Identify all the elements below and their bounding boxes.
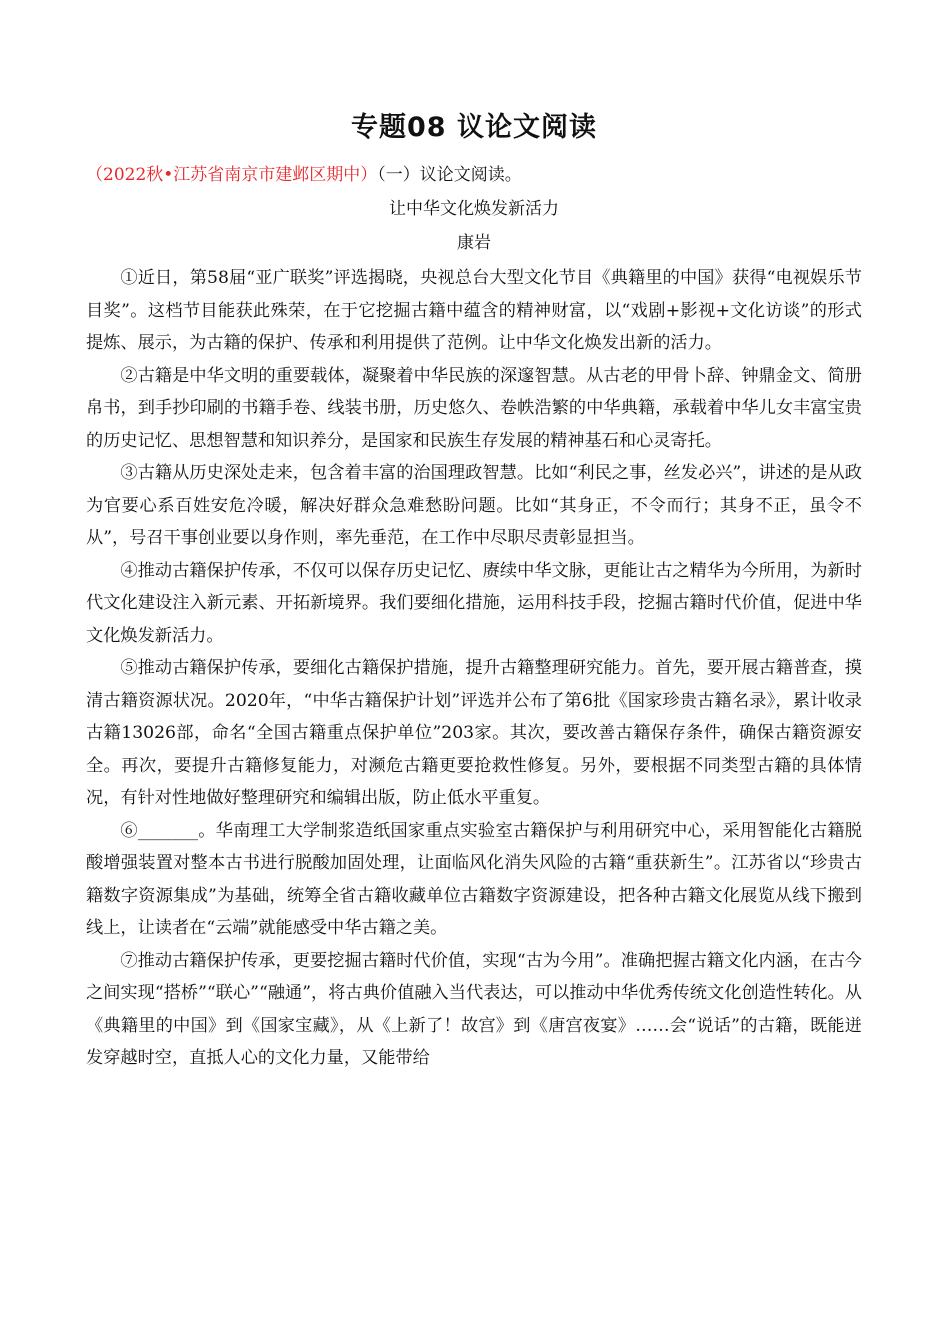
paragraph-7: ⑦推动古籍保护传承，更要挖掘古籍时代价值，实现“古为今用”。准确把握古籍文化内涵，在古今之间实现“搭桥”“联心”“融通”，将古典价值融入当代表达，可以推动中华优秀传统文化创造性转化。从《典籍里的中国》到《国家宝藏》，从《上新了！故宫》到《唐宫夜宴》……会“说话”的古籍，既能迸发穿越时空，直抵人心的文化力量，又能带给	[86, 950, 862, 1068]
page-title: 专题08 议论文阅读	[351, 112, 597, 143]
paragraph-6: ⑥_______。华南理工大学制浆造纸国家重点实验室古籍保护与利用研究中心，采用智能化古籍脱酸增强装置对整本古书进行脱酸加固处理，让面临风化消失风险的古籍“重获新生”。江苏省以“珍贵古籍数字资源集成”为基础，统筹全省古籍收藏单位古籍数字资源建设，把各种古籍文化展览从线下搬到线上，让读者在“云端”就能感受中华古籍之美。	[86, 820, 862, 938]
paragraph-1: ①近日，第58届“亚广联奖”评选揭晓，央视总台大型文化节目《典籍里的中国》获得“电视娱乐节目奖”。这档节目能获此殊荣，在于它挖掘古籍中蕴含的精神财富，以“戏剧+影视+文化访谈”的形式提炼、展示，为古籍的保护、传承和利用提供了范例。让中华文化焕发出新的活力。	[86, 268, 862, 353]
section-label: （一）议论文阅读。	[377, 165, 522, 185]
question-source-line	[86, 162, 862, 188]
article-author: 康岩	[457, 233, 491, 253]
article-body	[86, 262, 862, 1075]
article-title: 让中华文化焕发新活力	[389, 199, 559, 219]
paragraph-3: ③古籍从历史深处走来，包含着丰富的治国理政智慧。比如“利民之事，丝发必兴”，讲述的是从政为官要心系百姓安危冷暖，解决好群众急难愁盼问题。比如“其身正，不令而行；其身不正，虽令不从”，号召干事创业要以身作则，率先垂范，在工作中尽职尽责彰显担当。	[86, 463, 862, 548]
paragraph-2: ②古籍是中华文明的重要载体，凝聚着中华民族的深邃智慧。从古老的甲骨卜辞、钟鼎金文、简册帛书，到手抄印刷的书籍手卷、线装书册，历史悠久、卷帙浩繁的中华典籍，承载着中华儿女丰富宝贵的历史记忆、思想智慧和知识养分，是国家和民族生存发展的精神基石和心灵寄托。	[86, 365, 862, 451]
exam-source: （2022秋•江苏省南京市建邺区期中）	[86, 165, 378, 185]
document-page	[86, 108, 862, 1075]
paragraph-4: ④推动古籍保护传承，不仅可以保存历史记忆、赓续中华文脉，更能让古之精华为今所用，为新时代文化建设注入新元素、开拓新境界。我们要细化措施，运用科技手段，挖掘古籍时代价值，促进中华文化焕发新活力。	[86, 560, 862, 646]
paragraph-5: ⑤推动古籍保护传承，要细化古籍保护措施，提升古籍整理研究能力。首先，要开展古籍普查，摸清古籍资源状况。2020年，“中华古籍保护计划”评选并公布了第6批《国家珍贵古籍名录》，累计收录古籍13026部，命名“全国古籍重点保护单位”203家。其次，要改善古籍保存条件，确保古籍资源安全。再次，要提升古籍修复能力，对濒危古籍更要抢救性修复。另外，要根据不同类型古籍的具体情况，有针对性地做好整理研究和编辑出版，防止低水平重复。	[86, 658, 862, 808]
